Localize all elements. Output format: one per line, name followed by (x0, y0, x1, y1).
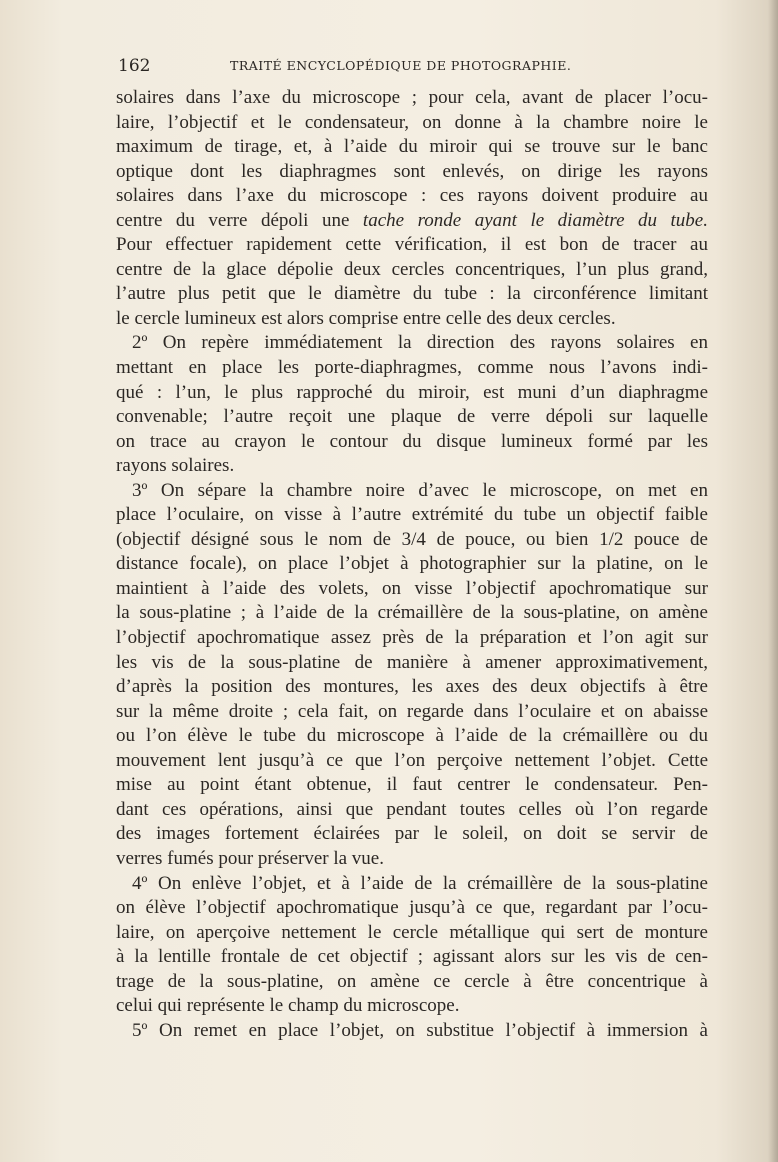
text-line: maximum de tirage, et, à l’aide du miroir qui se trouve sur le banc (116, 136, 708, 158)
text-line: le cercle lumineux est alors comprise entre celle des deux cercles. (116, 307, 616, 329)
text-line: la sous-platine ; à l’aide de la crémaillère de la sous-platine, on amène (116, 602, 708, 624)
text-line: l’autre plus petit que le diamètre du tube : la circonférence limitant (116, 283, 708, 305)
text-line: à la lentille frontale de cet objectif ; agissant alors sur les vis de cen- (116, 946, 708, 968)
text-line: 3º On sépare la chambre noire d’avec le microscope, on met en (132, 479, 708, 501)
text-line: place l’oculaire, on visse à l’autre extrémité du tube un objectif faible (116, 504, 708, 526)
text-line: centre de la glace dépolie deux cercles concentriques, l’un plus grand, (116, 258, 708, 280)
text-line: distance focale), on place l’objet à photographier sur la platine, on le (116, 553, 708, 575)
text-line: on trace au crayon le contour du disque lumineux formé par les (116, 430, 708, 452)
text-line: rayons solaires. (116, 455, 235, 477)
text-line: sur la même droite ; cela fait, on regarde dans l’oculaire et on abaisse (116, 700, 708, 722)
italic-phrase: tache ronde ayant le diamètre du tube. (362, 209, 708, 231)
text-line: on élève l’objectif apochromatique jusqu’à ce que, regardant par l’ocu- (116, 897, 708, 919)
body-text (116, 86, 708, 1043)
text-line: solaires dans l’axe du microscope ; pour cela, avant de placer l’ocu- (116, 87, 708, 108)
text-line: convenable; l’autre reçoit une plaque de verre dépoli sur laquelle (116, 406, 708, 428)
page-number: 162 (118, 56, 151, 76)
page-header (118, 56, 708, 84)
text-line: maintient à l’aide des volets, on visse l’objectif apochromatique sur (116, 577, 708, 599)
text-line: les vis de la sous-platine de manière à amener approximativement, (116, 651, 708, 673)
text-line: optique dont les diaphragmes sont enlevés, on dirige les rayons (116, 160, 708, 182)
text-line: l’objectif apochromatique assez près de la préparation et l’on agit sur (116, 627, 708, 649)
text-line: celui qui représente le champ du microscope. (116, 995, 460, 1017)
text-line: des images fortement éclairées par le soleil, on doit se servir de (116, 823, 708, 845)
text-line: ou l’on élève le tube du microscope à l’aide de la crémaillère ou du (116, 725, 708, 747)
text-line: mouvement lent jusqu’à ce que l’on perçoive nettement l’objet. Cette (116, 749, 708, 771)
text-line: qué : l’un, le plus rapproché du miroir, est muni d’un diaphragme (116, 381, 708, 403)
text-line (116, 209, 708, 234)
text-run: centre du verre dépoli une (116, 209, 363, 231)
text-line: mise au point étant obtenue, il faut centrer le condensateur. Pen- (116, 774, 708, 796)
text-line: 4º On enlève l’objet, et à l’aide de la crémaillère de la sous-platine (132, 872, 708, 894)
page-edge-shadow (768, 0, 778, 1162)
text-line: dant ces opérations, ainsi que pendant toutes celles où l’on regarde (116, 798, 708, 820)
text-line: trage de la sous-platine, on amène ce cercle à être concentrique à (116, 970, 708, 992)
running-head: TRAITÉ ENCYCLOPÉDIQUE DE PHOTOGRAPHIE. (230, 58, 572, 73)
text-line: 5º On remet en place l’objet, on substitue l’objectif à immersion à (132, 1019, 708, 1041)
text-line: d’après la position des montures, les axes des deux objectifs à être (116, 676, 708, 698)
text-line: solaires dans l’axe du microscope : ces rayons doivent produire au (116, 185, 708, 207)
text-line: (objectif désigné sous le nom de 3/4 de pouce, ou bien 1/2 pouce de (116, 528, 708, 550)
text-line: mettant en place les porte-diaphragmes, comme nous l’avons indi- (116, 357, 708, 379)
text-line: Pour effectuer rapidement cette vérification, il est bon de tracer au (116, 234, 708, 256)
text-line: 2º On repère immédiatement la direction des rayons solaires en (132, 332, 708, 354)
text-line: laire, l’objectif et le condensateur, on donne à la chambre noire le (116, 111, 708, 133)
text-line: verres fumés pour préserver la vue. (116, 847, 384, 869)
text-line: laire, on aperçoive nettement le cercle métallique qui sert de monture (116, 921, 708, 943)
